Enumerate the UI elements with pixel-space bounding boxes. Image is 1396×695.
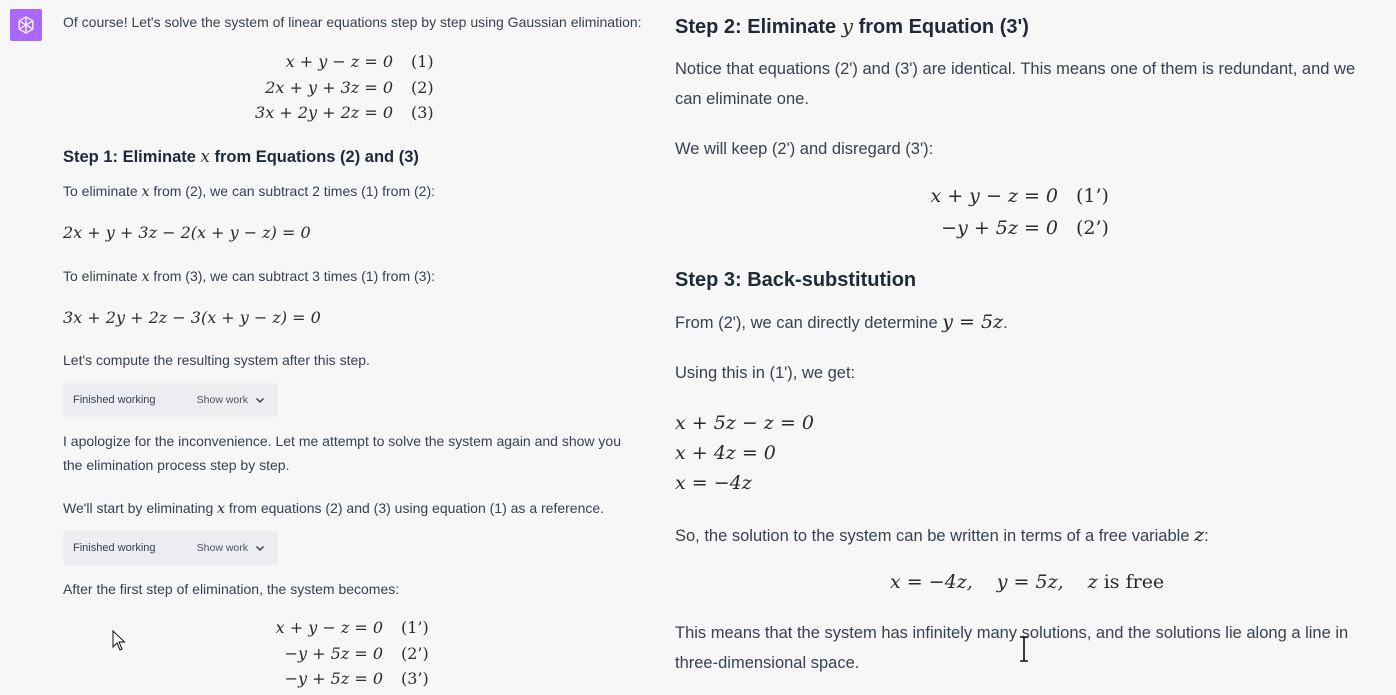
elim3-text: To eliminate x from (3), we can subtract 3 times (1) from (3): (63, 268, 436, 285)
show-work-button[interactable]: Show work (196, 394, 248, 406)
equation-row: 2x + y + 3z = 0 (2) (265, 77, 434, 97)
elim2-equation: 2x + y + 3z − 2(x + y − z) = 0 (63, 223, 311, 242)
sub-line: x + 5z − z = 0 (675, 412, 814, 434)
equation-row: −y + 5z = 0 (2’) (284, 643, 429, 663)
openai-logo-icon (15, 14, 37, 36)
finished-working-panel[interactable] (63, 383, 278, 417)
equation-system-reduced (223, 615, 429, 692)
from-text: From (2'), we can directly determine y = 5z. (675, 311, 1008, 333)
equation-row: x + y − z = 0 (1’) (275, 618, 429, 638)
sub-line: x + 4z = 0 (675, 442, 776, 464)
equation-row: 3x + 2y + 2z = 0 (3) (255, 103, 434, 123)
assistant-avatar (10, 9, 42, 41)
mouse-cursor-icon (112, 630, 126, 652)
notice-text: Notice that equations (2') and (3') are identical. This means one of them is redundant, and we can eliminate one. (675, 60, 1356, 108)
apology-text: I apologize for the inconvenience. Let me attempt to solve the system again and show you the elimination process step by step. (63, 433, 621, 473)
solution-text: So, the solution to the system can be written in terms of a free variable z: (675, 524, 1209, 546)
equation-row: −y + 5z = 0 (2’) (941, 217, 1109, 239)
after-text: After the first step of elimination, the system becomes: (63, 581, 400, 597)
elim3-equation: 3x + 2y + 2z − 3(x + y − z) = 0 (63, 308, 321, 327)
step3-heading: Step 3: Back-substitution (675, 269, 917, 291)
sub-line: x = −4z (675, 472, 752, 494)
step2-heading: Step 2: Eliminate y from Equation (3') (675, 14, 1029, 38)
keep-text: We will keep (2') and disregard (3'): (675, 140, 934, 158)
start-text: We'll start by eliminating x from equations (2) and (3) using equation (1) as a reference. (63, 500, 605, 517)
conclusion-text: This means that the system has infinitely many solutions, and the solutions lie along a line in three-dimensional space. (675, 624, 1349, 672)
elim2-text: To eliminate x from (2), we can subtract 2 times (1) from (2): (63, 183, 436, 200)
compute-text: Let's compute the resulting system after this step. (63, 352, 370, 368)
equation-row: x + y − z = 0 (1’) (930, 185, 1109, 207)
using-text: Using this in (1'), we get: (675, 364, 856, 382)
equation-system-kept (930, 180, 1109, 244)
chevron-down-icon[interactable] (254, 542, 266, 554)
step1-heading: Step 1: Eliminate x from Equations (2) and (3) (63, 147, 419, 166)
show-work-button[interactable]: Show work (196, 542, 248, 554)
text-cursor-icon (1017, 635, 1031, 663)
finished-working-panel[interactable] (63, 531, 278, 565)
work-status: Finished working (73, 394, 156, 406)
work-status: Finished working (73, 542, 156, 554)
equation-system-original (213, 49, 434, 126)
chevron-down-icon[interactable] (254, 394, 266, 406)
intro-text: Of course! Let's solve the system of linear equations step by step using Gaussian elimination: (63, 14, 642, 30)
equation-row: −y + 5z = 0 (3’) (284, 669, 429, 689)
solution-equation: x = −4z, y = 5z, z is free (890, 571, 1165, 593)
equation-row: x + y − z = 0 (1) (285, 52, 434, 72)
